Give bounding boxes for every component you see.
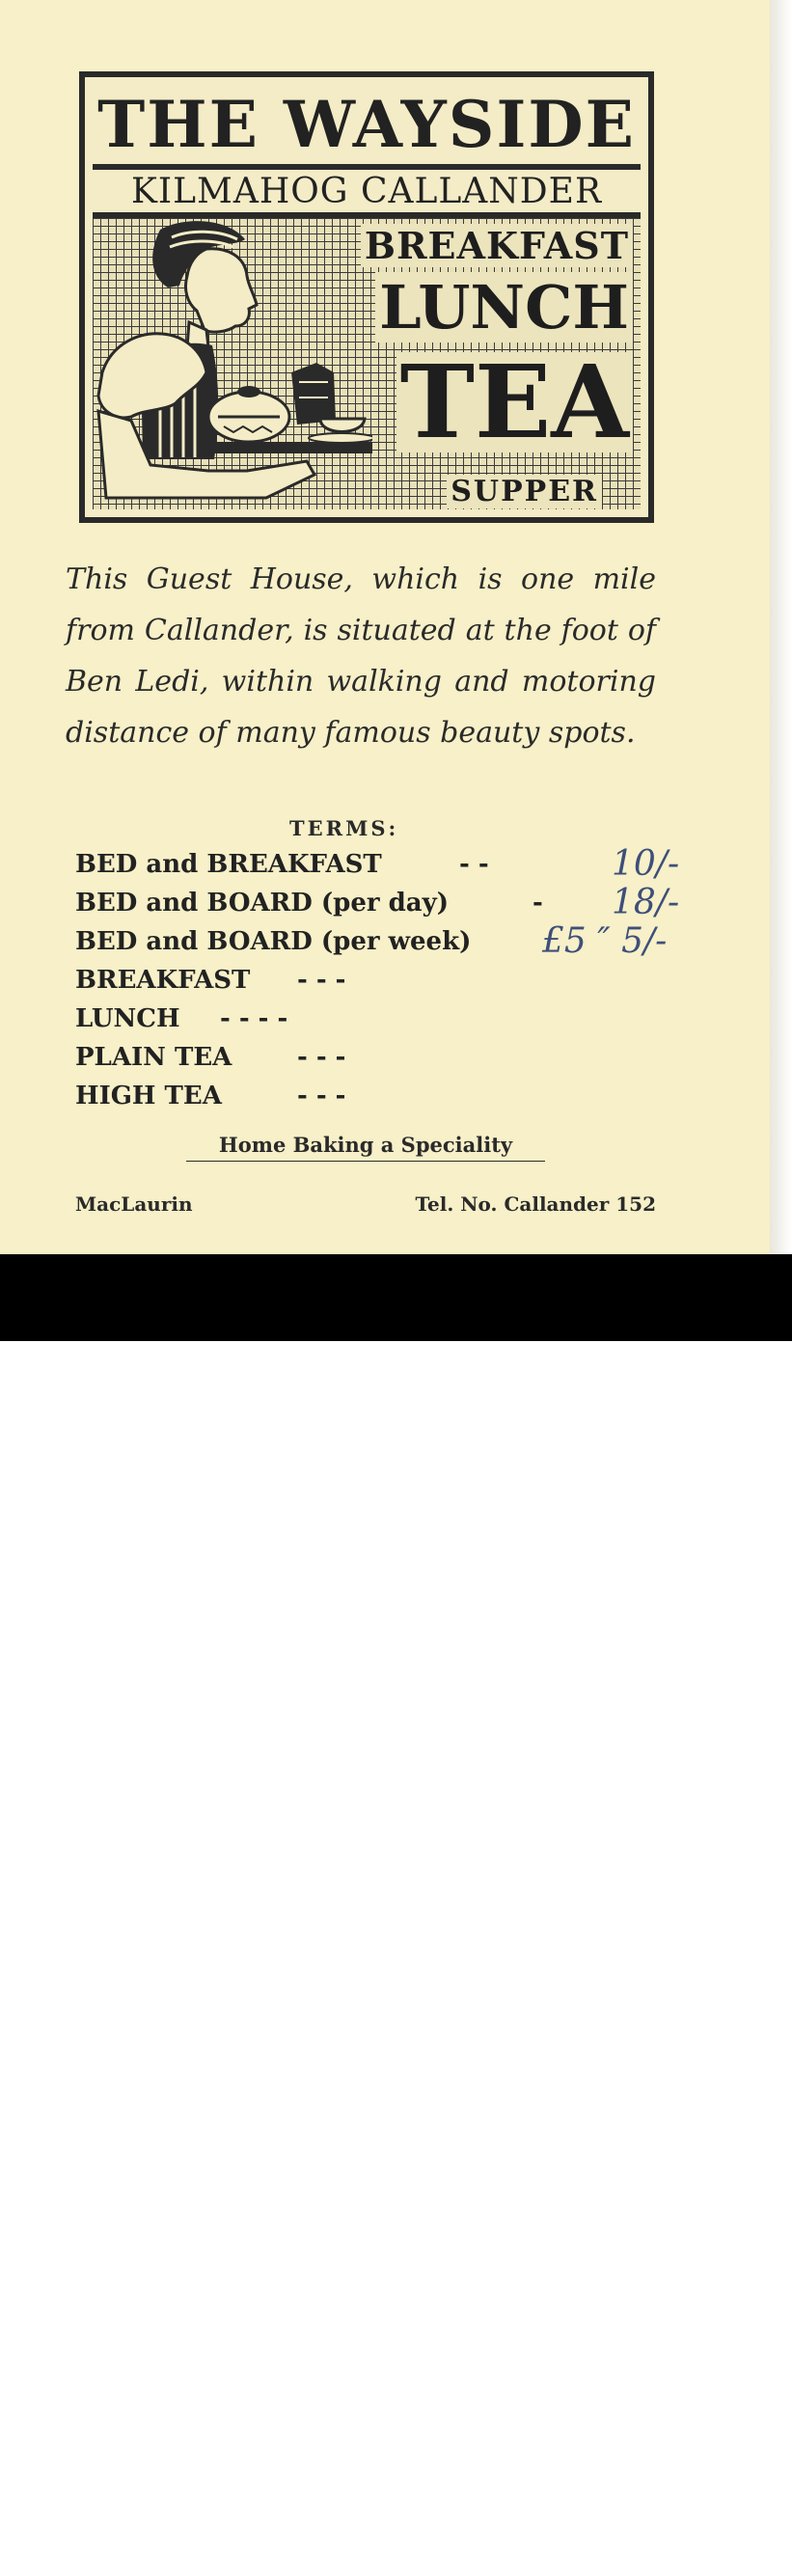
meal-lunch: LUNCH — [375, 272, 633, 343]
term-row — [75, 845, 751, 884]
location: KILMAHOG CALLANDER — [93, 170, 641, 218]
stock-footer-bar — [0, 1254, 792, 2573]
term-dashes: - - — [459, 850, 489, 879]
guest-house-card — [0, 0, 770, 1254]
card-edge — [770, 0, 792, 1254]
waitress-illustration — [93, 218, 372, 507]
terms-heading: TERMS: — [289, 816, 399, 840]
speciality-note: Home Baking a Speciality — [186, 1133, 545, 1162]
image-code: AMAG8Y — [645, 2538, 744, 2565]
term-row — [75, 961, 751, 1000]
term-row — [75, 1077, 751, 1115]
term-label: PLAIN TEA — [75, 1043, 232, 1072]
header-panel — [79, 71, 654, 523]
term-label: HIGH TEA — [75, 1082, 222, 1110]
term-dashes: - — [533, 889, 543, 918]
telephone-number: Tel. No. Callander 152 — [415, 1192, 656, 1216]
term-label: BREAKFAST — [75, 966, 251, 995]
term-price: 18/- — [612, 883, 680, 922]
term-dashes: - - - — [297, 1043, 346, 1072]
term-row — [75, 1038, 751, 1077]
meal-supper: SUPPER — [447, 475, 602, 508]
term-price: 10/- — [612, 844, 680, 884]
house-name: THE WAYSIDE — [93, 85, 641, 170]
header-panel-inner — [85, 77, 648, 517]
term-dashes: - - - — [297, 966, 346, 995]
intro-paragraph: This Guest House, which is one mile from Callander, is situated at the foot of Ben Ledi, within walking and motoring distance of many famous beauty spots. — [66, 562, 656, 750]
term-label: BED and BREAKFAST — [75, 850, 382, 879]
term-row — [75, 1000, 751, 1038]
term-label: LUNCH — [75, 1004, 180, 1033]
term-dashes: - - - — [297, 1082, 346, 1110]
owner-name: MacLaurin — [75, 1192, 193, 1216]
stock-logo: alamy — [46, 2531, 166, 2573]
term-dashes: - - - - — [220, 1004, 288, 1033]
term-row — [75, 922, 751, 961]
meal-tea: TEA — [396, 352, 633, 452]
term-label: BED and BOARD (per day) — [75, 889, 450, 918]
meal-breakfast: BREAKFAST — [361, 224, 633, 267]
term-row — [75, 884, 751, 922]
term-price: £5 ″ 5/- — [542, 921, 668, 961]
term-label: BED and BOARD (per week) — [75, 927, 472, 956]
terms-list — [75, 845, 751, 1115]
